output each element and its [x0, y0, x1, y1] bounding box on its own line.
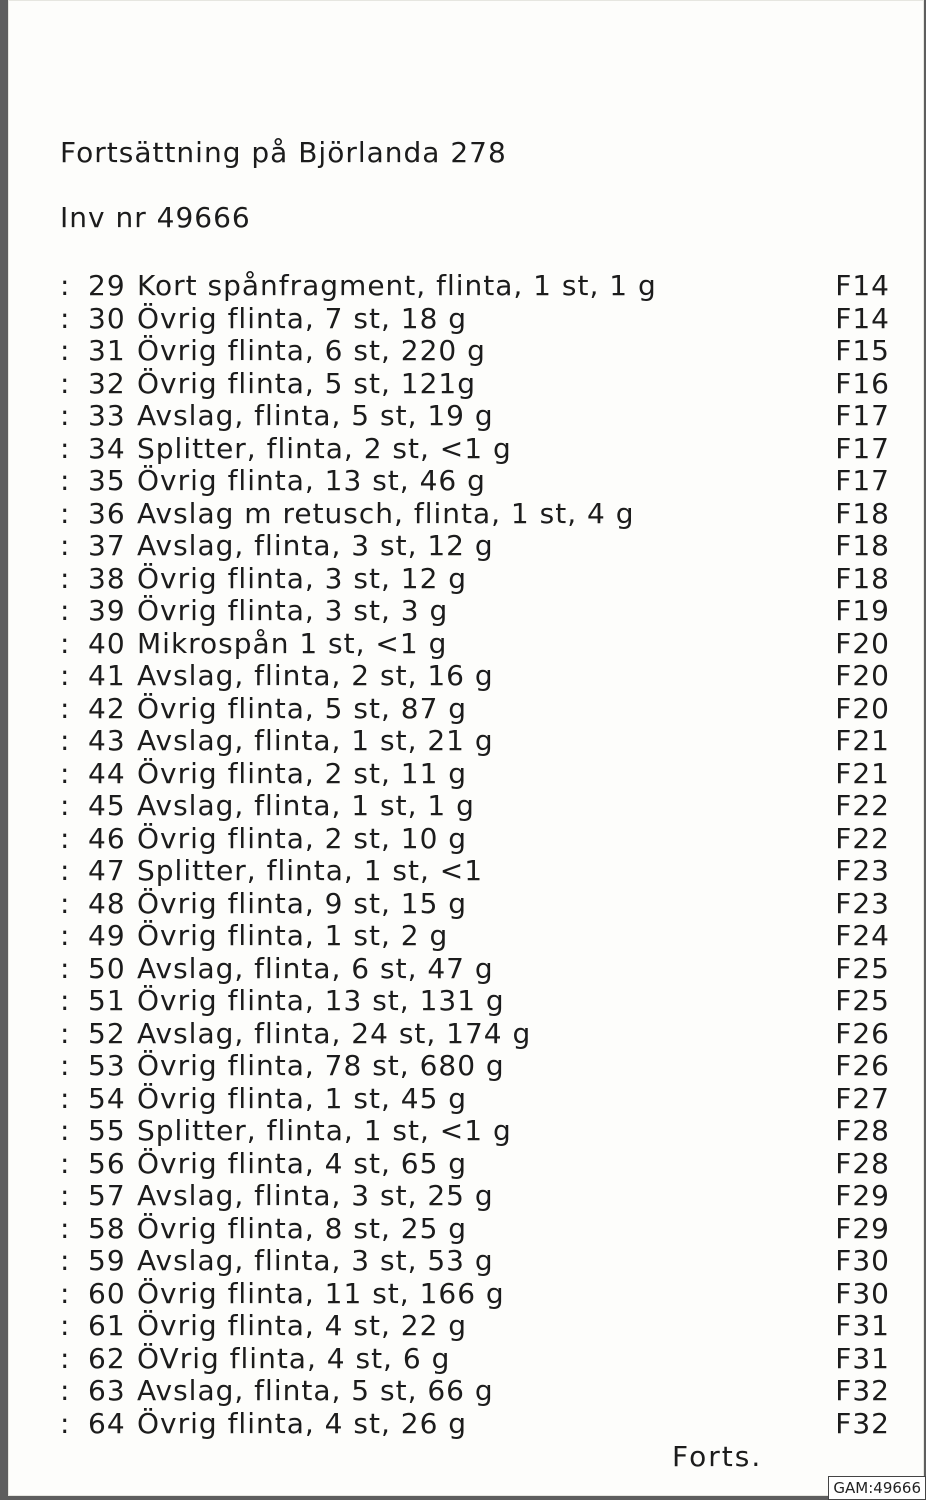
find-list: [60, 270, 890, 1440]
find-row: [60, 1050, 890, 1083]
row-description: Avslag, flinta, 5 st, 19 g: [137, 399, 494, 432]
find-row: [60, 790, 890, 823]
row-description: Avslag, flinta, 1 st, 1 g: [137, 789, 475, 822]
row-number: 59: [88, 1244, 126, 1277]
row-find-code: F17: [835, 431, 890, 465]
row-description: Mikrospån 1 st, <1 g: [137, 626, 448, 660]
row-separator: :: [60, 821, 71, 855]
row-find-code: F14: [835, 269, 890, 302]
row-description: Övrig flinta, 3 st, 12 g: [137, 561, 468, 595]
find-row: [60, 433, 890, 466]
row-find-code: F21: [835, 756, 890, 790]
row-description: Splitter, flinta, 1 st, <1: [137, 854, 484, 887]
continued-label: Forts.: [672, 1440, 763, 1473]
row-find-code: F23: [835, 886, 890, 920]
row-separator: :: [60, 984, 71, 1017]
row-separator: :: [60, 886, 71, 920]
row-number: 35: [88, 464, 126, 497]
row-number: 52: [88, 1016, 126, 1050]
row-separator: :: [60, 1341, 71, 1375]
row-description: Övrig flinta, 8 st, 25 g: [137, 1211, 468, 1245]
row-number: 63: [88, 1374, 126, 1407]
find-row: [60, 368, 890, 401]
find-row: [60, 1213, 890, 1246]
find-row: [60, 1343, 890, 1376]
row-find-code: F20: [835, 691, 890, 725]
row-number: 38: [88, 561, 126, 595]
find-row: [60, 530, 890, 563]
find-row: [60, 400, 890, 433]
find-row: [60, 1375, 890, 1408]
row-separator: :: [60, 919, 71, 952]
row-find-code: F28: [835, 1114, 890, 1147]
row-find-code: F20: [835, 659, 890, 692]
row-separator: :: [60, 1179, 71, 1212]
row-number: 53: [88, 1049, 126, 1082]
row-separator: :: [60, 269, 71, 302]
row-number: 64: [88, 1406, 126, 1440]
row-separator: :: [60, 854, 71, 887]
archive-stamp: GAM:49666: [828, 1476, 926, 1500]
row-separator: :: [60, 951, 71, 985]
row-number: 48: [88, 886, 126, 920]
row-number: 36: [88, 496, 126, 530]
row-number: 62: [88, 1341, 126, 1375]
row-separator: :: [60, 561, 71, 595]
row-find-code: F18: [835, 496, 890, 530]
row-find-code: F25: [835, 951, 890, 985]
row-description: Avslag, flinta, 5 st, 66 g: [137, 1374, 494, 1407]
row-number: 39: [88, 594, 126, 627]
row-description: Övrig flinta, 2 st, 11 g: [137, 756, 468, 790]
row-number: 55: [88, 1114, 126, 1147]
find-row: [60, 1148, 890, 1181]
find-row: [60, 758, 890, 791]
row-number: 30: [88, 301, 126, 335]
row-description: ÖVrig flinta, 4 st, 6 g: [137, 1341, 451, 1375]
row-find-code: F31: [835, 1341, 890, 1375]
row-separator: :: [60, 301, 71, 335]
inventory-number: Inv nr 49666: [60, 201, 251, 234]
row-find-code: F17: [835, 399, 890, 432]
find-row: [60, 303, 890, 336]
find-row: [60, 1278, 890, 1311]
row-number: 34: [88, 431, 126, 465]
row-number: 29: [88, 269, 126, 302]
find-row: [60, 953, 890, 986]
row-description: Övrig flinta, 13 st, 46 g: [137, 464, 486, 497]
row-separator: :: [60, 659, 71, 692]
find-row: [60, 1310, 890, 1343]
row-find-code: F26: [835, 1016, 890, 1050]
row-find-code: F30: [835, 1244, 890, 1277]
find-row: [60, 855, 890, 888]
row-number: 61: [88, 1309, 126, 1342]
find-row: [60, 888, 890, 921]
row-number: 54: [88, 1081, 126, 1115]
row-separator: :: [60, 529, 71, 562]
row-number: 58: [88, 1211, 126, 1245]
row-find-code: F26: [835, 1049, 890, 1082]
find-row: [60, 693, 890, 726]
row-separator: :: [60, 366, 71, 400]
row-number: 32: [88, 366, 126, 400]
row-separator: :: [60, 691, 71, 725]
row-find-code: F32: [835, 1374, 890, 1407]
find-row: [60, 823, 890, 856]
row-description: Övrig flinta, 6 st, 220 g: [137, 334, 486, 367]
row-separator: :: [60, 464, 71, 497]
row-separator: :: [60, 1309, 71, 1342]
row-separator: :: [60, 1114, 71, 1147]
find-row: [60, 270, 890, 303]
row-separator: :: [60, 1081, 71, 1115]
row-description: Övrig flinta, 4 st, 26 g: [137, 1406, 468, 1440]
card-heading: Fortsättning på Björlanda 278: [60, 136, 507, 169]
row-description: Avslag, flinta, 1 st, 21 g: [137, 724, 494, 757]
find-row: [60, 498, 890, 531]
row-find-code: F23: [835, 854, 890, 887]
row-description: Övrig flinta, 1 st, 45 g: [137, 1081, 468, 1115]
row-description: Avslag, flinta, 6 st, 47 g: [137, 951, 494, 985]
row-find-code: F28: [835, 1146, 890, 1180]
find-row: [60, 465, 890, 498]
row-description: Övrig flinta, 11 st, 166 g: [137, 1276, 505, 1310]
row-find-code: F15: [835, 334, 890, 367]
row-separator: :: [60, 1146, 71, 1180]
find-row: [60, 1408, 890, 1441]
catalog-card: [8, 0, 924, 1496]
row-find-code: F32: [835, 1406, 890, 1440]
row-separator: :: [60, 431, 71, 465]
row-find-code: F24: [835, 919, 890, 952]
row-find-code: F27: [835, 1081, 890, 1115]
row-description: Avslag, flinta, 24 st, 174 g: [137, 1016, 532, 1050]
row-find-code: F22: [835, 821, 890, 855]
row-separator: :: [60, 1211, 71, 1245]
row-separator: :: [60, 1244, 71, 1277]
find-row: [60, 563, 890, 596]
row-find-code: F20: [835, 626, 890, 660]
row-description: Kort spånfragment, flinta, 1 st, 1 g: [137, 269, 657, 302]
row-find-code: F30: [835, 1276, 890, 1310]
row-number: 45: [88, 789, 126, 822]
find-row: [60, 725, 890, 758]
row-separator: :: [60, 1016, 71, 1050]
find-row: [60, 660, 890, 693]
row-description: Övrig flinta, 5 st, 121g: [137, 366, 476, 400]
row-description: Övrig flinta, 4 st, 22 g: [137, 1309, 468, 1342]
row-description: Övrig flinta, 3 st, 3 g: [137, 594, 449, 627]
find-row: [60, 1180, 890, 1213]
row-description: Övrig flinta, 7 st, 18 g: [137, 301, 468, 335]
find-row: [60, 1245, 890, 1278]
row-number: 60: [88, 1276, 126, 1310]
row-number: 43: [88, 724, 126, 757]
row-find-code: F25: [835, 984, 890, 1017]
find-row: [60, 920, 890, 953]
row-number: 56: [88, 1146, 126, 1180]
row-separator: :: [60, 1276, 71, 1310]
row-description: Övrig flinta, 1 st, 2 g: [137, 919, 449, 952]
row-separator: :: [60, 594, 71, 627]
row-number: 57: [88, 1179, 126, 1212]
row-separator: :: [60, 626, 71, 660]
find-row: [60, 628, 890, 661]
row-description: Övrig flinta, 5 st, 87 g: [137, 691, 468, 725]
row-separator: :: [60, 724, 71, 757]
find-row: [60, 335, 890, 368]
row-find-code: F21: [835, 724, 890, 757]
row-number: 46: [88, 821, 126, 855]
row-separator: :: [60, 1049, 71, 1082]
row-description: Övrig flinta, 2 st, 10 g: [137, 821, 468, 855]
row-separator: :: [60, 496, 71, 530]
row-description: Övrig flinta, 4 st, 65 g: [137, 1146, 468, 1180]
row-separator: :: [60, 789, 71, 822]
row-separator: :: [60, 1374, 71, 1407]
row-number: 49: [88, 919, 126, 952]
row-find-code: F19: [835, 594, 890, 627]
row-number: 47: [88, 854, 126, 887]
row-find-code: F18: [835, 561, 890, 595]
row-find-code: F17: [835, 464, 890, 497]
row-description: Avslag, flinta, 3 st, 12 g: [137, 529, 494, 562]
row-find-code: F29: [835, 1179, 890, 1212]
row-number: 33: [88, 399, 126, 432]
row-number: 42: [88, 691, 126, 725]
row-find-code: F29: [835, 1211, 890, 1245]
row-number: 37: [88, 529, 126, 562]
row-description: Avslag, flinta, 3 st, 25 g: [137, 1179, 494, 1212]
find-row: [60, 1018, 890, 1051]
row-number: 31: [88, 334, 126, 367]
row-number: 51: [88, 984, 126, 1017]
find-row: [60, 985, 890, 1018]
find-row: [60, 1083, 890, 1116]
row-find-code: F18: [835, 529, 890, 562]
row-description: Övrig flinta, 13 st, 131 g: [137, 984, 505, 1017]
row-description: Övrig flinta, 9 st, 15 g: [137, 886, 468, 920]
find-row: [60, 595, 890, 628]
row-number: 50: [88, 951, 126, 985]
row-separator: :: [60, 756, 71, 790]
row-find-code: F22: [835, 789, 890, 822]
row-find-code: F31: [835, 1309, 890, 1342]
row-find-code: F14: [835, 301, 890, 335]
row-number: 41: [88, 659, 126, 692]
row-description: Splitter, flinta, 2 st, <1 g: [137, 431, 512, 465]
find-row: [60, 1115, 890, 1148]
row-number: 44: [88, 756, 126, 790]
row-separator: :: [60, 1406, 71, 1440]
row-description: Avslag, flinta, 2 st, 16 g: [137, 659, 494, 692]
row-description: Avslag, flinta, 3 st, 53 g: [137, 1244, 494, 1277]
row-separator: :: [60, 399, 71, 432]
row-description: Avslag m retusch, flinta, 1 st, 4 g: [137, 496, 635, 530]
row-description: Övrig flinta, 78 st, 680 g: [137, 1049, 505, 1082]
row-description: Splitter, flinta, 1 st, <1 g: [137, 1114, 512, 1147]
row-find-code: F16: [835, 366, 890, 400]
row-number: 40: [88, 626, 126, 660]
row-separator: :: [60, 334, 71, 367]
